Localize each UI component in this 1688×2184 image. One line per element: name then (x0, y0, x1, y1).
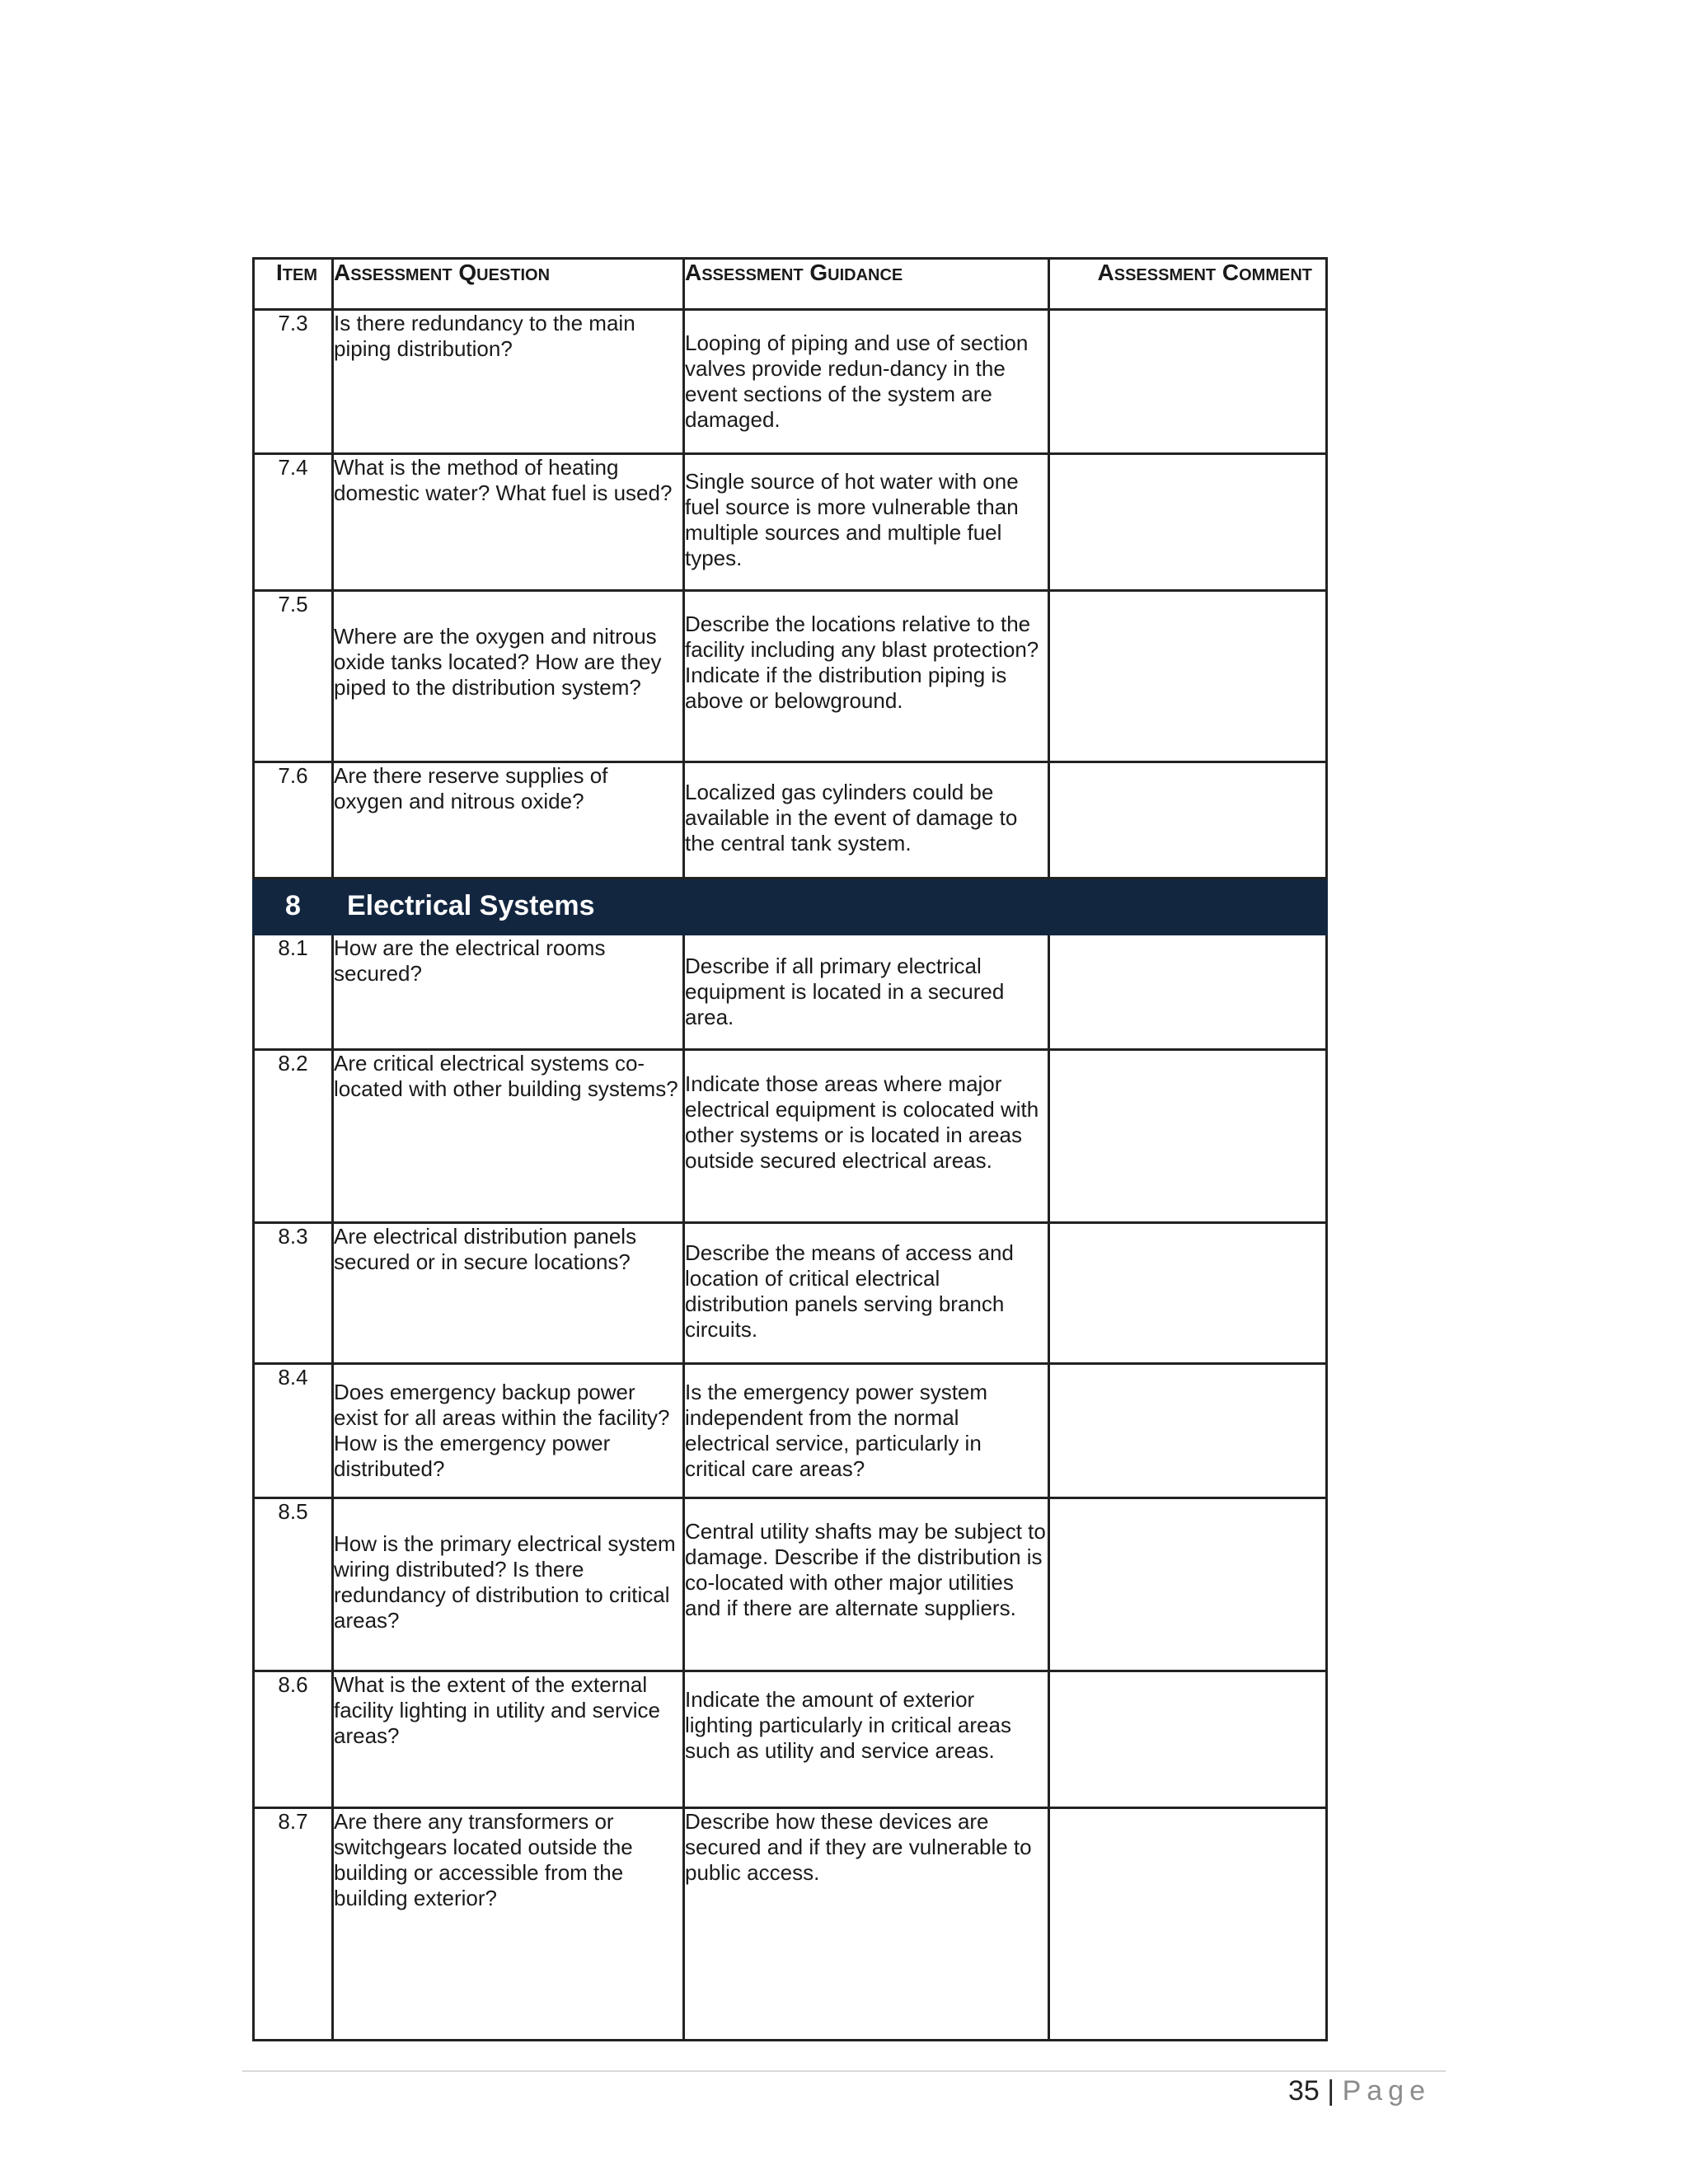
assessment-guidance: Describe how these devices are secured and if they are vulnerable to public access. (684, 1808, 1049, 2041)
assessment-question: How are the electrical rooms secured? (333, 935, 684, 1050)
item-number: 7.4 (254, 454, 333, 591)
table-row (254, 1671, 1327, 1808)
assessment-question: Is there redundancy to the main piping distribution? (333, 310, 684, 454)
assessment-comment-cell[interactable] (1049, 1223, 1327, 1364)
assessment-question: Are there reserve supplies of oxygen and nitrous oxide? (333, 762, 684, 879)
item-number: 7.5 (254, 591, 333, 762)
assessment-question: Does emergency backup power exist for all areas within the facility? How is the emergency power distributed? (333, 1364, 684, 1498)
assessment-question: Are there any transformers or switchgears located outside the building or accessible from the building exterior? (333, 1808, 684, 2041)
item-number: 7.3 (254, 310, 333, 454)
table-header-row (254, 259, 1327, 310)
header-comment: Assessment Comment (1049, 259, 1327, 310)
assessment-comment-cell[interactable] (1049, 1808, 1327, 2041)
assessment-comment-cell[interactable] (1049, 1050, 1327, 1223)
assessment-guidance: Single source of hot water with one fuel source is more vulnerable than multiple sources and multiple fuel types. (684, 454, 1049, 591)
table-row (254, 454, 1327, 591)
table-row (254, 1050, 1327, 1223)
assessment-guidance: Indicate those areas where major electrical equipment is colocated with other systems or is located in areas outside secured electrical areas. (684, 1050, 1049, 1223)
assessment-comment-cell[interactable] (1049, 935, 1327, 1050)
assessment-comment-cell[interactable] (1049, 454, 1327, 591)
assessment-question: What is the extent of the external facility lighting in utility and service areas? (333, 1671, 684, 1808)
assessment-guidance: Is the emergency power system independent from the normal electrical service, particularly in critical care areas? (684, 1364, 1049, 1498)
table-row (254, 1498, 1327, 1671)
page-number: 35 (1288, 2075, 1320, 2107)
assessment-comment-cell[interactable] (1049, 591, 1327, 762)
assessment-question: What is the method of heating domestic water? What fuel is used? (333, 454, 684, 591)
assessment-comment-cell[interactable] (1049, 1498, 1327, 1671)
assessment-comment-cell[interactable] (1049, 762, 1327, 879)
assessment-table (252, 257, 1328, 2041)
assessment-question: Are electrical distribution panels secured or in secure locations? (333, 1223, 684, 1364)
table-row (254, 591, 1327, 762)
assessment-guidance: Looping of piping and use of section valves provide redun-dancy in the event sections of the system are damaged. (684, 310, 1049, 454)
assessment-question: Where are the oxygen and nitrous oxide tanks located? How are they piped to the distribution system? (333, 591, 684, 762)
assessment-comment-cell[interactable] (1049, 310, 1327, 454)
section-title: Electrical Systems (333, 879, 1327, 935)
item-number: 8.2 (254, 1050, 333, 1223)
section-number: 8 (254, 879, 333, 935)
assessment-comment-cell[interactable] (1049, 1364, 1327, 1498)
item-number: 8.4 (254, 1364, 333, 1498)
page-separator: | (1327, 2075, 1335, 2107)
assessment-guidance: Indicate the amount of exterior lighting particularly in critical areas such as utility and service areas. (684, 1671, 1049, 1808)
assessment-guidance: Localized gas cylinders could be available in the event of damage to the central tank system. (684, 762, 1049, 879)
table-row (254, 1808, 1327, 2041)
item-number: 8.7 (254, 1808, 333, 2041)
assessment-guidance: Central utility shafts may be subject to damage. Describe if the distribution is co-located with other major utilities and if there are alternate suppliers. (684, 1498, 1049, 1671)
header-guidance: Assessment Guidance (684, 259, 1049, 310)
section-header-row (254, 879, 1327, 935)
header-question: Assessment Question (333, 259, 684, 310)
item-number: 8.1 (254, 935, 333, 1050)
item-number: 8.5 (254, 1498, 333, 1671)
item-number: 8.3 (254, 1223, 333, 1364)
table-row (254, 1364, 1327, 1498)
page-footer (1288, 2075, 1431, 2107)
table-row (254, 310, 1327, 454)
table-row (254, 1223, 1327, 1364)
assessment-guidance: Describe if all primary electrical equipment is located in a secured area. (684, 935, 1049, 1050)
footer-divider (242, 2070, 1446, 2072)
assessment-question: Are critical electrical systems co-located with other building systems? (333, 1050, 684, 1223)
assessment-guidance: Describe the means of access and location of critical electrical distribution panels serving branch circuits. (684, 1223, 1049, 1364)
item-number: 8.6 (254, 1671, 333, 1808)
table-row (254, 935, 1327, 1050)
page-word: Page (1342, 2075, 1431, 2107)
table-row (254, 762, 1327, 879)
assessment-comment-cell[interactable] (1049, 1671, 1327, 1808)
assessment-guidance: Describe the locations relative to the facility including any blast protection? Indicate if the distribution piping is above or belowground. (684, 591, 1049, 762)
header-item: Item (254, 259, 333, 310)
item-number: 7.6 (254, 762, 333, 879)
assessment-question: How is the primary electrical system wiring distributed? Is there redundancy of distribution to critical areas? (333, 1498, 684, 1671)
